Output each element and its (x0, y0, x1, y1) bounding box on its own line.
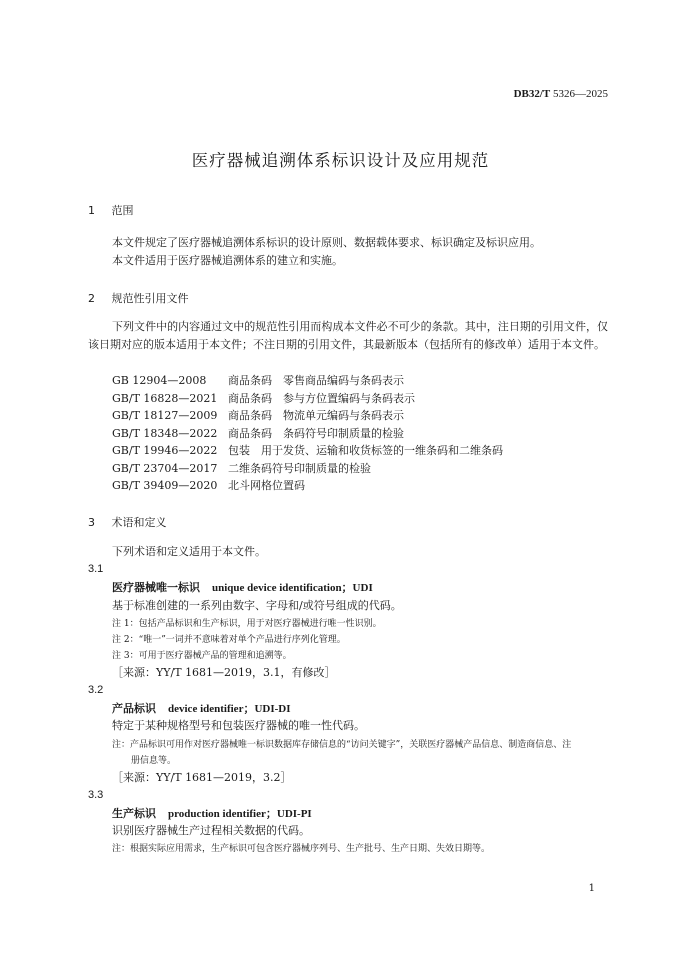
reference-title: 商品条码 条码符号印制质量的检验 (228, 427, 404, 440)
reference-code: GB/T 23704—2017 (112, 462, 218, 475)
term-chinese: 生产标识 (112, 807, 156, 820)
reference-code: GB/T 19946—2022 (112, 444, 218, 457)
reference-title: 商品条码 参与方位置编码与条码表示 (228, 392, 415, 405)
term-english: device identifier；UDI-DI (168, 703, 291, 715)
reference-item (112, 372, 404, 388)
reference-item (112, 460, 371, 476)
standard-number: 5326—2025 (553, 88, 608, 100)
term-definition: 识别医疗器械生产过程相关数据的代码。 (112, 824, 310, 837)
reference-item (112, 477, 305, 493)
reference-item (112, 390, 415, 406)
terms-intro: 下列术语和定义适用于本文件。 (112, 545, 266, 558)
page-title: 医疗器械追溯体系标识设计及应用规范 (191, 151, 490, 170)
reference-code: GB/T 18127—2009 (112, 409, 218, 422)
normative-intro-paragraph: 下列文件中的内容通过文中的规范性引用而构成本文件必不可少的条款。其中，注日期的引用文件，仅该日期对应的版本适用于本文件；不注日期的引用文件，其最新版本（包括所有的修改单）适用于本文件。 (88, 320, 608, 351)
standard-prefix: DB32/T (513, 88, 551, 100)
section-title: 范围 (111, 204, 134, 217)
reference-code: GB 12904—2008 (112, 374, 207, 387)
term-definition: 特定于某种规格型号和包装医疗器械的唯一性代码。 (112, 719, 365, 732)
scope-paragraph-1: 本文件规定了医疗器械追溯体系标识的设计原则、数据载体要求、标识确定及标识应用。 (112, 236, 541, 249)
term-heading (112, 805, 312, 821)
term-note: 注：根据实际应用需求，生产标识可包含医疗器械序列号、生产批号、生产日期、失效日期等。 (112, 844, 491, 854)
section-title: 规范性引用文件 (111, 292, 189, 305)
reference-item (112, 407, 404, 423)
term-number: 3.2 (88, 684, 104, 696)
section-number: 3 (88, 516, 95, 529)
reference-title: 商品条码 零售商品编码与条码表示 (228, 374, 404, 387)
reference-title: 北斗网格位置码 (228, 479, 305, 492)
term-note: 注：产品标识可用作对医疗器械唯一标识数据库存储信息的“访问关键字”，关联医疗器械产品信息、制造商信息、注 (112, 740, 572, 750)
term-source: ［来源：YY/T 1681—2019，3.2］ (112, 771, 292, 784)
section-title: 术语和定义 (111, 516, 167, 529)
document-code (514, 88, 608, 100)
reference-code: GB/T 18348—2022 (112, 427, 218, 440)
term-number: 3.3 (88, 789, 104, 801)
term-english: production identifier；UDI-PI (168, 808, 312, 820)
page-number: 1 (588, 883, 595, 894)
section-number: 2 (88, 292, 95, 305)
section-heading-1 (88, 202, 134, 218)
reference-code: GB/T 16828—2021 (112, 392, 218, 405)
reference-item (112, 442, 503, 458)
reference-item (112, 425, 404, 441)
term-heading (112, 700, 291, 716)
term-source: ［来源：YY/T 1681—2019，3.1，有修改］ (112, 666, 336, 679)
term-note-continued: 册信息等。 (131, 756, 177, 766)
term-chinese: 医疗器械唯一标识 (112, 581, 200, 594)
term-note: 注 2：“唯一”一词并不意味着对单个产品进行序列化管理。 (112, 635, 346, 645)
term-english: unique device identification；UDI (212, 582, 373, 594)
reference-code: GB/T 39409—2020 (112, 479, 218, 492)
term-definition: 基于标准创建的一系列由数字、字母和/或符号组成的代码。 (112, 599, 402, 612)
term-note: 注 1：包括产品标识和生产标识，用于对医疗器械进行唯一性识别。 (112, 619, 382, 629)
term-note: 注 3：可用于医疗器械产品的管理和追溯等。 (112, 651, 292, 661)
scope-paragraph-2: 本文件适用于医疗器械追溯体系的建立和实施。 (112, 254, 343, 267)
section-number: 1 (88, 204, 95, 217)
term-number: 3.1 (88, 563, 104, 575)
reference-title: 商品条码 物流单元编码与条码表示 (228, 409, 404, 422)
section-heading-2 (88, 290, 189, 306)
term-heading (112, 579, 373, 595)
reference-title: 包装 用于发货、运输和收货标签的一维条码和二维条码 (228, 444, 503, 457)
section-heading-3 (88, 514, 167, 530)
reference-title: 二维条码符号印制质量的检验 (228, 462, 371, 475)
term-chinese: 产品标识 (112, 702, 156, 715)
